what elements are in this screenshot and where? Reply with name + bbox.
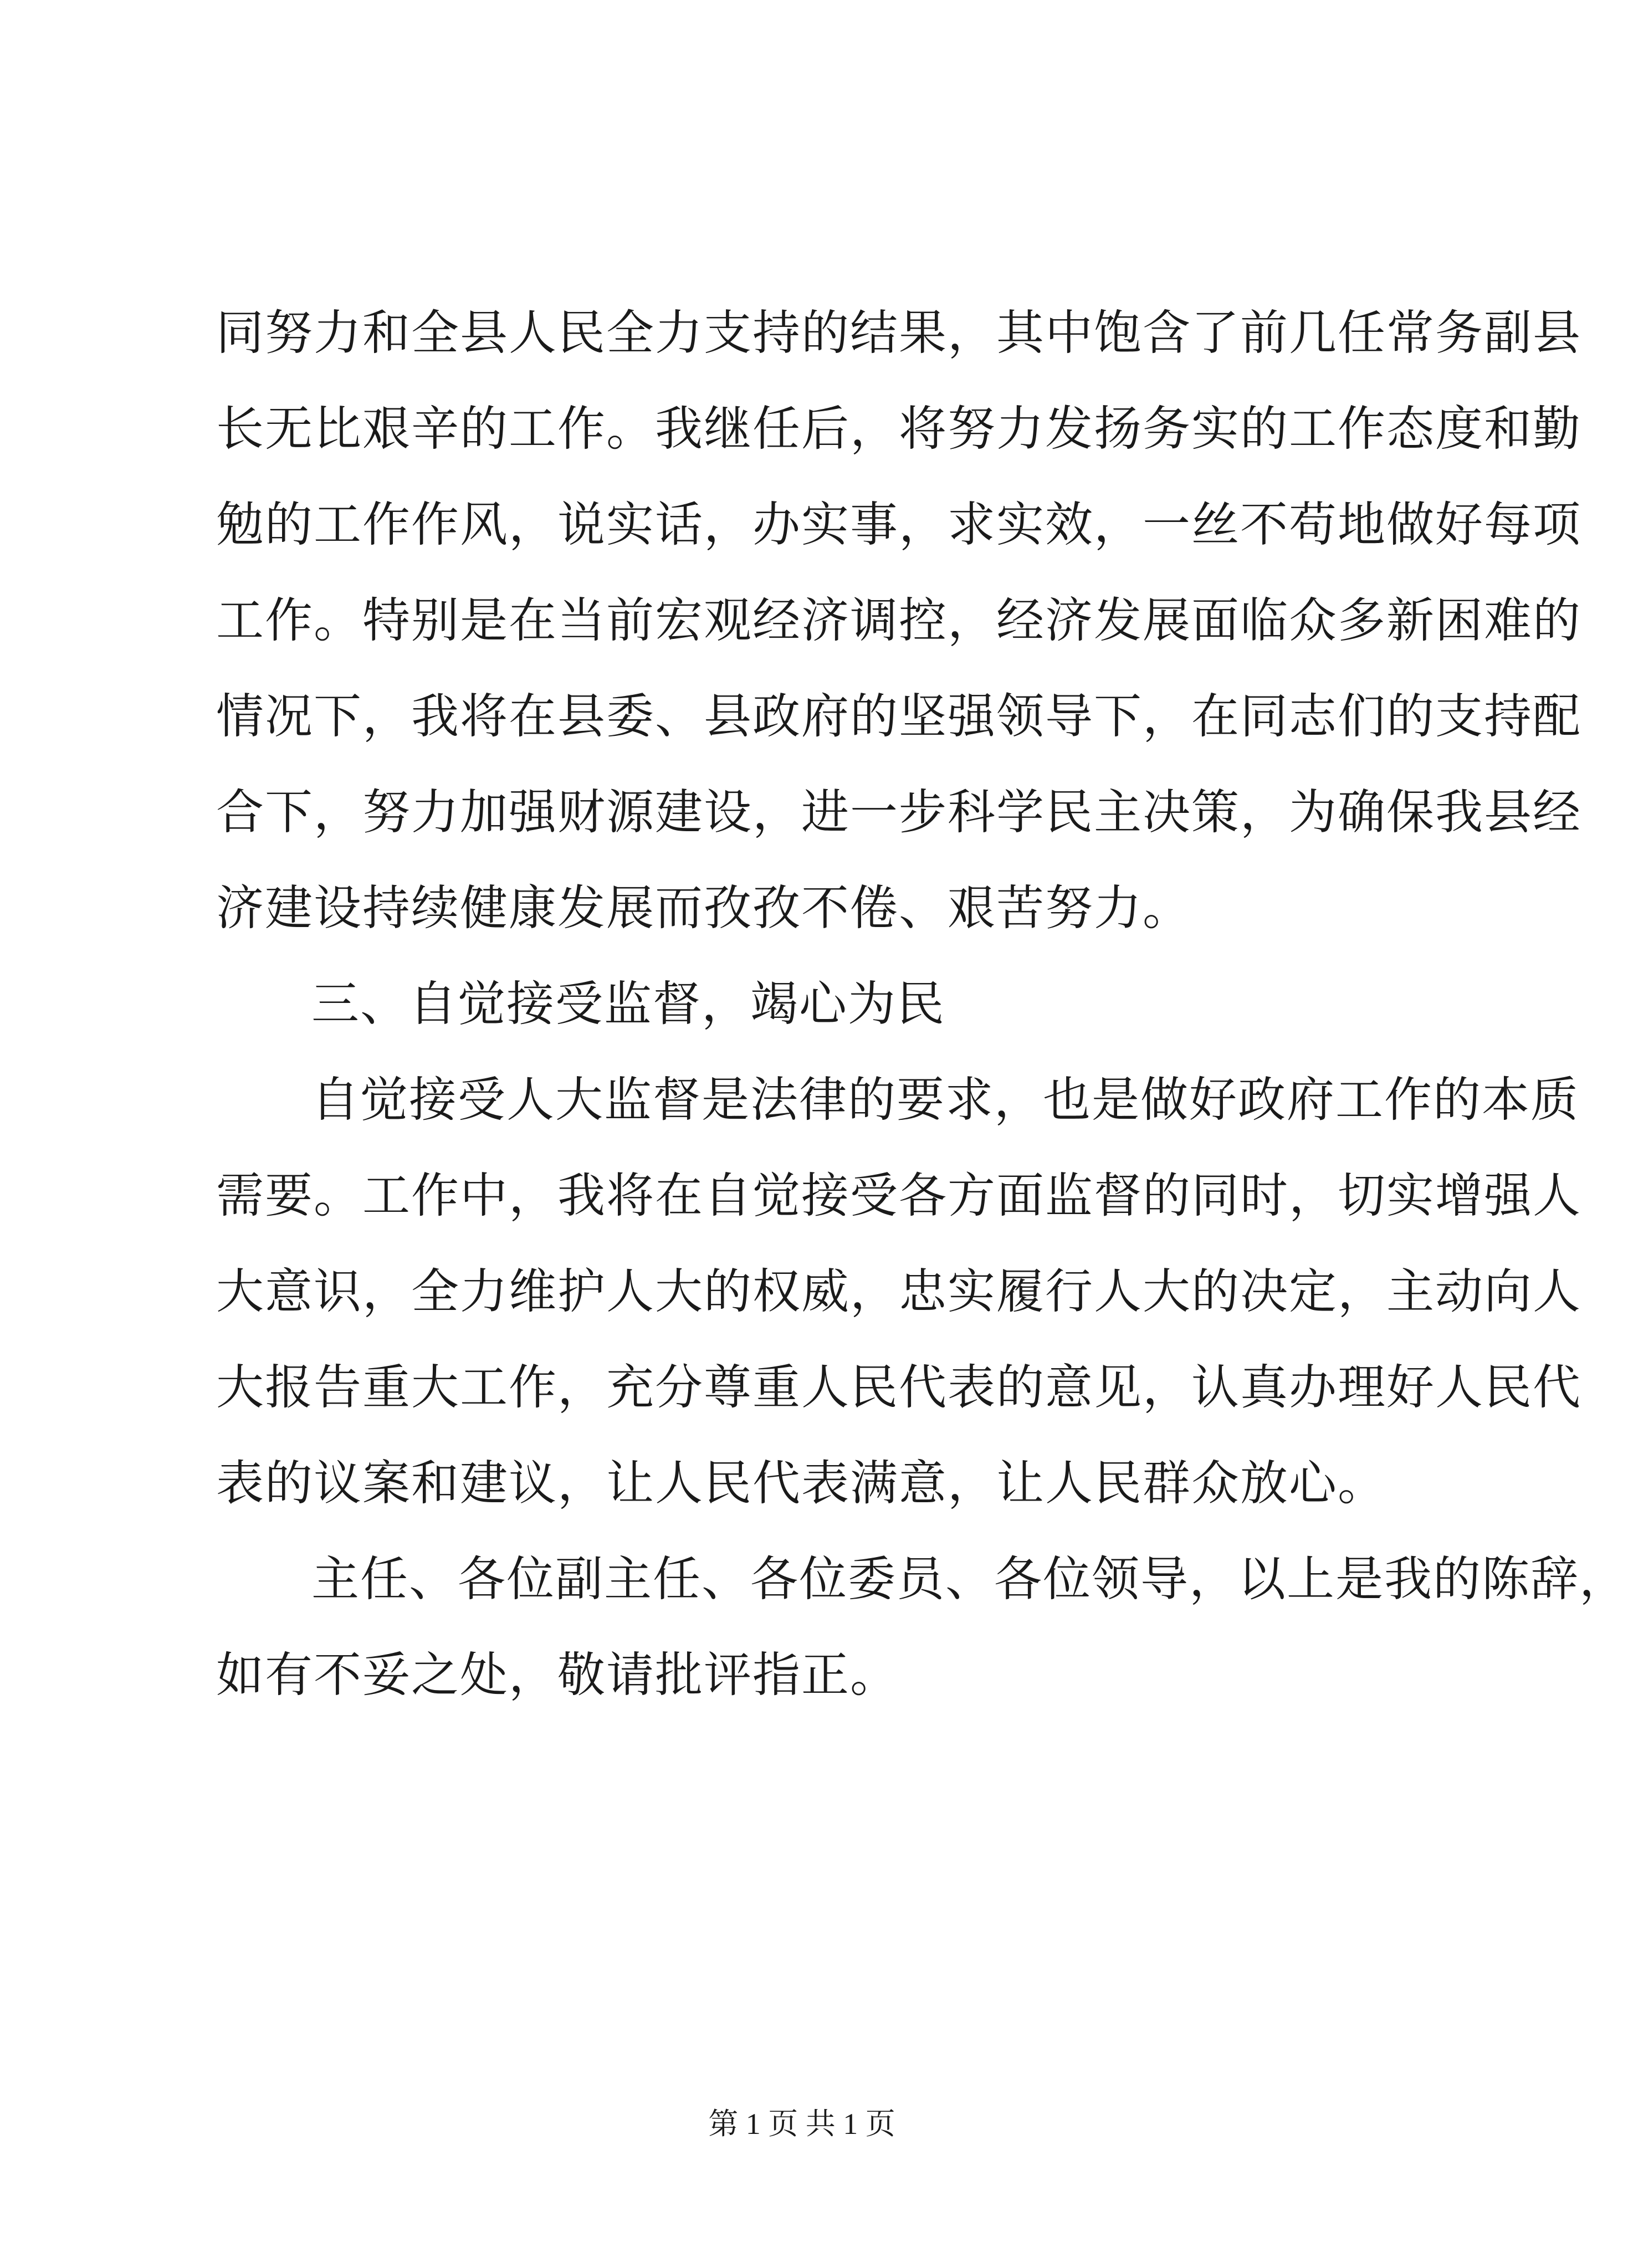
text-line: 需要。工作中，我将在自觉接受各方面监督的同时，切实增强人 (216, 1168, 1581, 1223)
text-line: 如有不妥之处，敬请批评指正。 (216, 1647, 899, 1703)
text-line: 大意识，全力维护人大的权威，忠实履行人大的决定，主动向人 (216, 1264, 1581, 1319)
document-body (216, 285, 1628, 1723)
text-line: 自觉接受人大监督是法律的要求，也是做好政府工作的本质 (311, 1072, 1579, 1128)
text-line: 长无比艰辛的工作。我继任后，将努力发扬务实的工作态度和勤 (216, 401, 1581, 457)
text-line: 济建设持续健康发展而孜孜不倦、艰苦努力。 (216, 880, 1191, 936)
page-footer: 第 1 页 共 1 页 (708, 2107, 895, 2141)
text-line: 表的议案和建议，让人民代表满意，让人民群众放心。 (216, 1456, 1386, 1511)
section-heading: 三、自觉接受监督，竭心为民 (311, 976, 945, 1032)
text-line: 工作。特别是在当前宏观经济调控，经济发展面临众多新困难的 (216, 593, 1581, 648)
text-line: 情况下，我将在县委、县政府的坚强领导下，在同志们的支持配 (216, 689, 1581, 744)
text-line: 合下，努力加强财源建设，进一步科学民主决策，为确保我县经 (216, 785, 1581, 840)
text-line: 大报告重大工作，充分尊重人民代表的意见，认真办理好人民代 (216, 1360, 1581, 1415)
text-line: 主任、各位副主任、各位委员、各位领导，以上是我的陈辞， (311, 1552, 1628, 1607)
text-line: 同努力和全县人民全力支持的结果，其中饱含了前几任常务副县 (216, 305, 1581, 361)
text-line: 勉的工作作风，说实话，办实事，求实效，一丝不苟地做好每项 (216, 497, 1581, 552)
